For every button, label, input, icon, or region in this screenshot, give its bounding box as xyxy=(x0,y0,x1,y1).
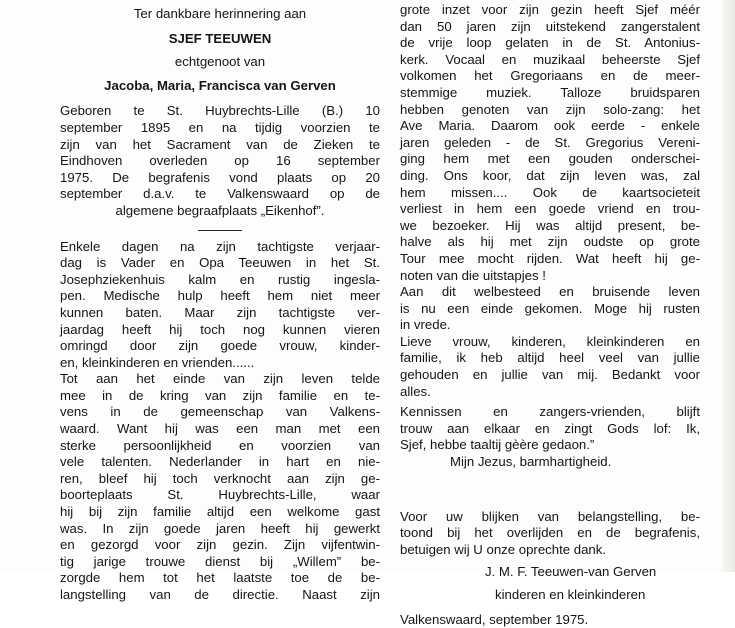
family-line: kinderen en kleinkinderen xyxy=(495,587,646,602)
text-line: Sjef, hebbe taaltij gèère gedaon.” xyxy=(400,437,595,453)
text-line: Tot aan het einde van zijn leven telde xyxy=(60,371,380,387)
text-line: zorgde hem tot het laatste toe de be- xyxy=(60,570,380,586)
text-line: stemmige muziek. Talloze bruidsparen xyxy=(400,84,700,100)
farewell-paragraph xyxy=(400,284,700,334)
text-line: Lieve vrouw, kinderen, kleinkinderen en xyxy=(400,333,700,349)
text-line: tig jarige trouwe dienst bij „Willem” be- xyxy=(60,553,380,569)
text-line: Ave Maria. Daarom ook eerde - enkele xyxy=(400,118,700,134)
text-line: was. In zijn goede jaren heeft hij gewerkt xyxy=(60,520,380,536)
thanks-paragraph xyxy=(400,509,700,559)
text-line: en, kleinkinderen en vrienden...... xyxy=(60,354,255,370)
text-line: Voor uw blijken van belangstelling, be- xyxy=(400,508,700,524)
text-line: alles. xyxy=(400,383,431,399)
text-line: vens in de gemeenschap van Valkens- xyxy=(60,404,380,420)
text-line: september d.a.v. te Valkenswaard op de xyxy=(60,186,380,202)
text-line: waard. Want hij was een man met een xyxy=(60,421,380,437)
text-line: Josephziekenhuis kalm en rustig ingesla- xyxy=(60,271,380,287)
text-line: Tour mee mocht rijden. Wat heeft hij ge- xyxy=(400,250,700,266)
birth-death-paragraph xyxy=(60,103,380,219)
text-line: kerk. Vocaal en muzikaal beheerste Sjef xyxy=(400,51,700,67)
text-line: langstelling van de directie. Naast zijn xyxy=(60,587,380,602)
text-line: jaardag heeft hij toch nog kunnen vieren xyxy=(60,321,380,337)
text-line: sterke persoonlijkheid en voorzien van xyxy=(60,437,380,453)
text-line: de vrije loop gelaten in de St. Antonius- xyxy=(400,35,700,51)
family-message-paragraph xyxy=(400,334,700,400)
spouse-intro: echtgenoot van xyxy=(174,54,266,70)
text-line: halve als hij met zijn oudste op grote xyxy=(400,234,700,250)
text-line: verliest in hem een goede vriend en trou- xyxy=(400,201,700,217)
spouse-name: Jacoba, Maria, Francisca van Gerven xyxy=(104,77,336,93)
life-paragraph xyxy=(60,371,380,603)
text-line: familie, ik heb altijd heel veel van jullie xyxy=(400,350,700,366)
text-line: grote inzet voor zijn gezin heeft Sjef méér xyxy=(400,2,700,17)
text-line: we bezoeker. Hij was altijd present, be- xyxy=(400,217,700,233)
text-line: gehouden en jullie van mij. Bedankt voor xyxy=(400,367,700,383)
prayer-line: Mijn Jezus, barmhartigheid. xyxy=(450,454,612,470)
text-line: hebben genoten van zijn solo-zang: het xyxy=(400,101,700,117)
text-line: ren, bleef hij toch verknocht aan zijn ge- xyxy=(60,470,380,486)
text-line: is nu een einde gekomen. Moge hij rusten xyxy=(400,300,700,316)
text-line: kunnen baten. Maar zijn tachtigste ver- xyxy=(60,304,380,320)
text-line: hij bij zijn familie altijd een welkome gast xyxy=(60,504,380,520)
right-column xyxy=(400,0,700,628)
text-line: trouw aan elkaar en zingt Gods lof: Ik, xyxy=(400,420,700,436)
signature: J. M. F. Teeuwen-van Gerven xyxy=(485,564,657,580)
place-date: Valkenswaard, september 1975. xyxy=(400,611,589,627)
left-column xyxy=(60,0,380,604)
text-line: in vrede. xyxy=(400,317,451,333)
text-line: vele talenten. Nederlander in hart en nie- xyxy=(60,454,380,470)
text-line: betuigen wij U onze oprechte dank. xyxy=(400,541,607,557)
text-line: 1975. De begrafenis vond plaats op 20 xyxy=(60,169,380,185)
text-line: dan 50 jaren zijn uitstekend zangerstalent xyxy=(400,18,700,34)
text-line: mee in de kring van zijn familie en te- xyxy=(60,387,380,403)
text-line: en gezorgd voor zijn gezin. Zijn vijfentwin- xyxy=(60,537,380,553)
text-line: ging hem met een gouden onderschei- xyxy=(400,151,700,167)
text-line: toond bij het overlijden en de begrafenis, xyxy=(400,525,700,541)
text-line: jaren geleden - de St. Gregorius Vereni- xyxy=(400,134,700,150)
text-line: dag is Vader en Opa Teeuwen in het St. xyxy=(60,255,380,271)
last-days-paragraph xyxy=(60,239,380,372)
deceased-name: SJEF TEEUWEN xyxy=(168,30,272,46)
text-line: boorteplaats St. Huybrechts-Lille, waar xyxy=(60,487,380,503)
text-line: pen. Medische hulp heeft hem niet meer xyxy=(60,288,380,304)
text-line: ding. Ons koor, dat zijn leven was, zal xyxy=(400,167,700,183)
text-line: Enkele dagen na zijn tachtigste verjaar- xyxy=(60,238,380,254)
text-line: Geboren te St. Huybrechts-Lille (B.) 10 xyxy=(60,103,380,119)
text-line: hem missen.... Ook de kaartsocieteit xyxy=(400,184,700,200)
text-line: algemene begraafplaats „Eikenhof”. xyxy=(115,202,325,218)
music-paragraph xyxy=(400,2,700,284)
text-line: september 1895 en na tijdig voorzien te xyxy=(60,119,380,135)
text-line: volkomen het Gregoriaans en de meer- xyxy=(400,68,700,84)
text-line: noten van die uitstapjes ! xyxy=(400,267,546,283)
text-line: Kennissen en zangers-vrienden, blijft xyxy=(400,404,700,420)
text-line: omringd door zijn goede vrouw, kinder- xyxy=(60,338,380,354)
card-edge xyxy=(722,0,735,572)
text-line: Eindhoven overleden op 16 september xyxy=(60,153,380,169)
divider-rule xyxy=(198,230,242,231)
friends-message-paragraph xyxy=(400,404,700,454)
text-line: zijn van het Sacrament van de Zieken te xyxy=(60,136,380,152)
header-line: Ter dankbare herinnering aan xyxy=(133,6,307,21)
text-line: Aan dit welbesteed en bruisende leven xyxy=(400,284,700,300)
